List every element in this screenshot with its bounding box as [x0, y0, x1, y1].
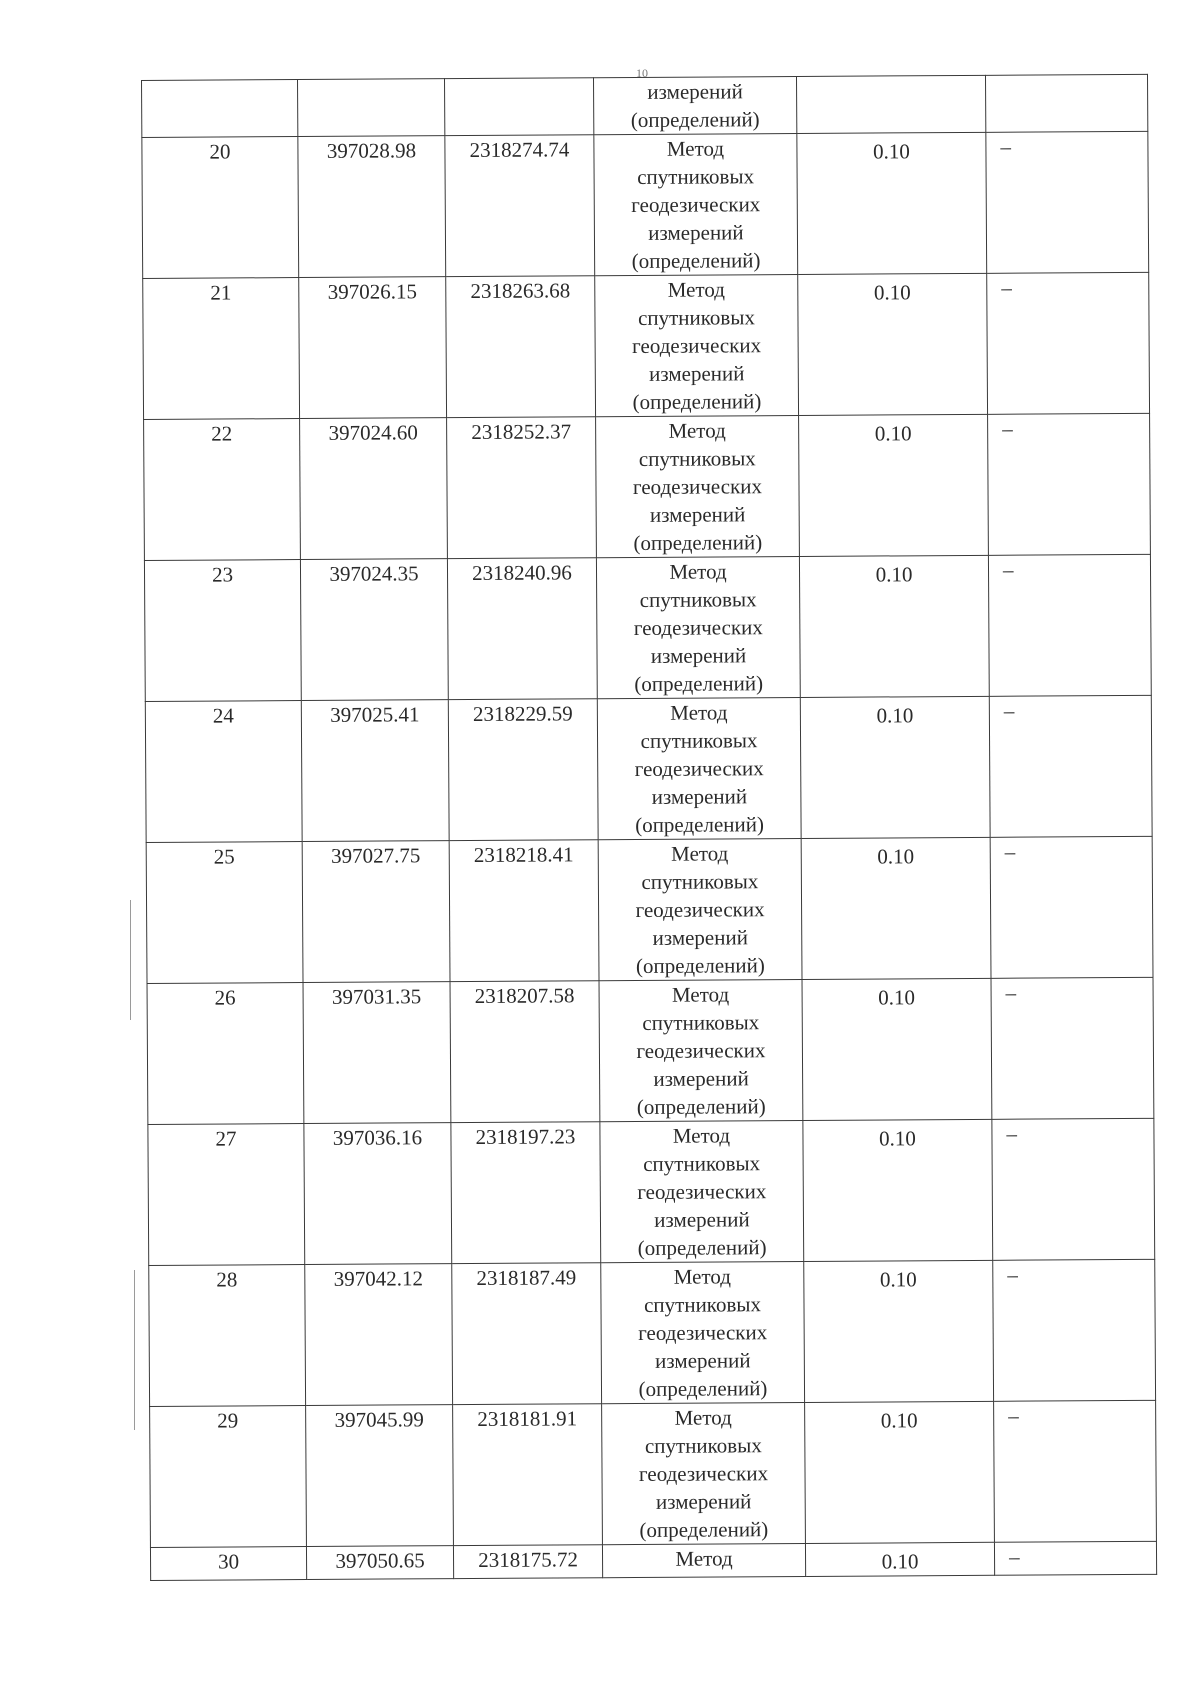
point-number: 26 — [147, 983, 304, 1125]
method-cell — [599, 979, 803, 1121]
coordinates-table-body — [142, 74, 1157, 1580]
method-line: спутниковых — [640, 728, 758, 753]
note-value: – — [990, 836, 1153, 978]
accuracy-value: 0.10 — [801, 837, 991, 979]
method-line: измерений — [652, 925, 749, 950]
y-cell — [444, 78, 593, 136]
method-line: спутниковых — [641, 869, 759, 894]
x-coordinate: 397036.16 — [304, 1123, 452, 1265]
method-line: Метод — [670, 700, 728, 725]
point-number: 22 — [144, 419, 301, 561]
point-number: 25 — [146, 842, 303, 984]
method-line: Метод — [669, 559, 727, 584]
method-cell — [600, 1120, 804, 1262]
note-value: – — [993, 1259, 1156, 1401]
y-coordinate: 2318252.37 — [447, 417, 597, 559]
method-line: Метод — [666, 136, 725, 161]
method-line: геодезических — [638, 1320, 768, 1345]
y-coordinate: 2318274.74 — [445, 135, 595, 277]
scan-edge-mark — [130, 900, 131, 1020]
point-number: 28 — [149, 1265, 306, 1407]
note-value: – — [994, 1541, 1156, 1575]
y-coordinate: 2318181.91 — [453, 1404, 603, 1546]
x-coordinate: 397026.15 — [299, 277, 447, 419]
method-line: измерений — [651, 784, 748, 809]
method-line: измерений — [650, 643, 747, 668]
method-line: (определений) — [635, 953, 765, 978]
method-line: Метод — [667, 277, 725, 302]
y-coordinate: 2318175.72 — [453, 1545, 602, 1579]
method-line: геодезических — [637, 1179, 767, 1204]
continuation-row — [142, 74, 1148, 137]
x-coordinate: 397028.98 — [298, 136, 446, 278]
note-value: – — [988, 413, 1151, 555]
method-line: Метод — [674, 1405, 732, 1430]
method-line: спутниковых — [638, 446, 756, 471]
note-value: – — [986, 131, 1149, 273]
table-row — [150, 1400, 1157, 1547]
method-line: спутниковых — [637, 305, 755, 330]
scan-edge-mark — [134, 1270, 135, 1430]
note-value: – — [987, 272, 1150, 414]
method-line: (определений) — [632, 389, 762, 415]
method-line: (определений) — [638, 1376, 768, 1401]
y-coordinate: 2318197.23 — [451, 1122, 601, 1264]
method-line: спутниковых — [643, 1292, 762, 1317]
x-coordinate: 397027.75 — [302, 841, 450, 983]
coordinates-sheet — [141, 74, 1156, 1581]
method-line: измерений — [655, 1489, 752, 1514]
table-row — [148, 1118, 1155, 1265]
method-line: (определений) — [631, 248, 761, 274]
method-cell — [596, 415, 800, 557]
accuracy-cell — [796, 75, 985, 133]
point-number: 21 — [143, 278, 300, 420]
note-cell — [985, 74, 1147, 132]
method-cell — [598, 838, 802, 980]
accuracy-value: 0.10 — [799, 555, 989, 697]
x-coordinate: 397025.41 — [301, 700, 449, 842]
method-line: спутниковых — [642, 1010, 760, 1035]
table-row — [146, 836, 1153, 983]
method-cell — [602, 1543, 805, 1577]
method-line: геодезических — [632, 474, 763, 500]
method-line: измерений — [647, 79, 743, 104]
table-row — [143, 272, 1150, 419]
method-line: (определений) — [637, 1235, 767, 1260]
x-coordinate: 397024.60 — [300, 418, 448, 560]
method-line: измерений — [654, 1207, 750, 1232]
method-line: геодезических — [636, 1038, 766, 1063]
y-coordinate: 2318229.59 — [448, 699, 598, 841]
accuracy-value: 0.10 — [803, 1119, 993, 1261]
method-line: измерений — [655, 1348, 751, 1373]
x-coordinate: 397042.12 — [305, 1264, 453, 1406]
accuracy-value: 0.10 — [804, 1260, 994, 1402]
table-row — [144, 554, 1151, 701]
method-line: (определений) — [633, 530, 763, 556]
method-line: геодезических — [633, 615, 763, 640]
note-value: – — [992, 1118, 1155, 1260]
method-line: геодезических — [635, 897, 765, 922]
method-line: (определений) — [639, 1517, 769, 1542]
method-line: Метод — [668, 418, 726, 443]
x-coordinate: 397045.99 — [306, 1405, 454, 1547]
point-number: 20 — [142, 137, 299, 279]
method-line: (определений) — [636, 1094, 766, 1119]
note-value: – — [989, 695, 1152, 837]
page-number: 10 — [636, 66, 648, 80]
accuracy-value: 0.10 — [798, 273, 988, 415]
method-line: (определений) — [634, 671, 764, 696]
point-number: 27 — [148, 1124, 305, 1266]
method-line: геодезических — [632, 333, 762, 359]
method-cell — [597, 697, 801, 839]
method-cell — [594, 133, 798, 275]
table-row — [145, 695, 1152, 842]
method-line: измерений — [653, 1066, 749, 1091]
accuracy-value: 0.10 — [805, 1401, 995, 1543]
y-coordinate: 2318263.68 — [446, 276, 596, 418]
x-coordinate: 397024.35 — [300, 559, 448, 701]
method-line: Метод — [673, 1264, 731, 1289]
x-coordinate: 397031.35 — [303, 982, 451, 1124]
note-value: – — [991, 977, 1154, 1119]
method-line: спутниковых — [639, 587, 757, 612]
accuracy-value: 0.10 — [800, 696, 990, 838]
method-line: Метод — [675, 1546, 733, 1571]
method-line: геодезических — [634, 756, 764, 781]
accuracy-value: 0.10 — [805, 1542, 994, 1576]
x-coordinate: 397050.65 — [306, 1546, 453, 1580]
accuracy-value: 0.10 — [797, 132, 987, 274]
x-cell — [298, 79, 445, 137]
method-line: геодезических — [638, 1461, 769, 1486]
method-line: Метод — [671, 982, 730, 1007]
point-number: 24 — [145, 701, 302, 843]
y-coordinate: 2318187.49 — [452, 1263, 602, 1405]
method-cell — [596, 556, 800, 698]
method-line: измерений — [649, 361, 745, 386]
y-coordinate: 2318218.41 — [449, 840, 599, 982]
table-row — [149, 1259, 1156, 1406]
y-coordinate: 2318207.58 — [450, 981, 600, 1123]
y-coordinate: 2318240.96 — [447, 558, 597, 700]
point-number: 23 — [144, 560, 301, 702]
method-cell — [595, 274, 799, 416]
method-line: спутниковых — [643, 1151, 761, 1176]
method-cell — [602, 1402, 806, 1544]
accuracy-value: 0.10 — [799, 414, 989, 556]
method-line: измерений — [648, 220, 744, 245]
coordinates-table — [141, 74, 1157, 1581]
method-line: Метод — [672, 1123, 731, 1148]
method-line: (определений) — [635, 812, 765, 837]
point-number: 30 — [150, 1547, 306, 1581]
table-row — [147, 977, 1154, 1124]
table-row — [142, 131, 1149, 278]
method-line: спутниковых — [637, 164, 755, 189]
note-value: – — [994, 1400, 1157, 1542]
point-cell — [142, 80, 298, 138]
method-line: Метод — [671, 841, 729, 866]
method-line: (определений) — [630, 107, 760, 133]
table-row — [144, 413, 1151, 560]
method-line: спутниковых — [644, 1433, 762, 1458]
method-line: измерений — [649, 502, 746, 527]
point-number: 29 — [150, 1406, 307, 1548]
table-row — [150, 1541, 1156, 1580]
method-line: геодезических — [631, 192, 761, 218]
accuracy-value: 0.10 — [802, 978, 992, 1120]
note-value: – — [988, 554, 1151, 696]
method-cell — [601, 1261, 805, 1403]
method-cell — [593, 76, 796, 134]
